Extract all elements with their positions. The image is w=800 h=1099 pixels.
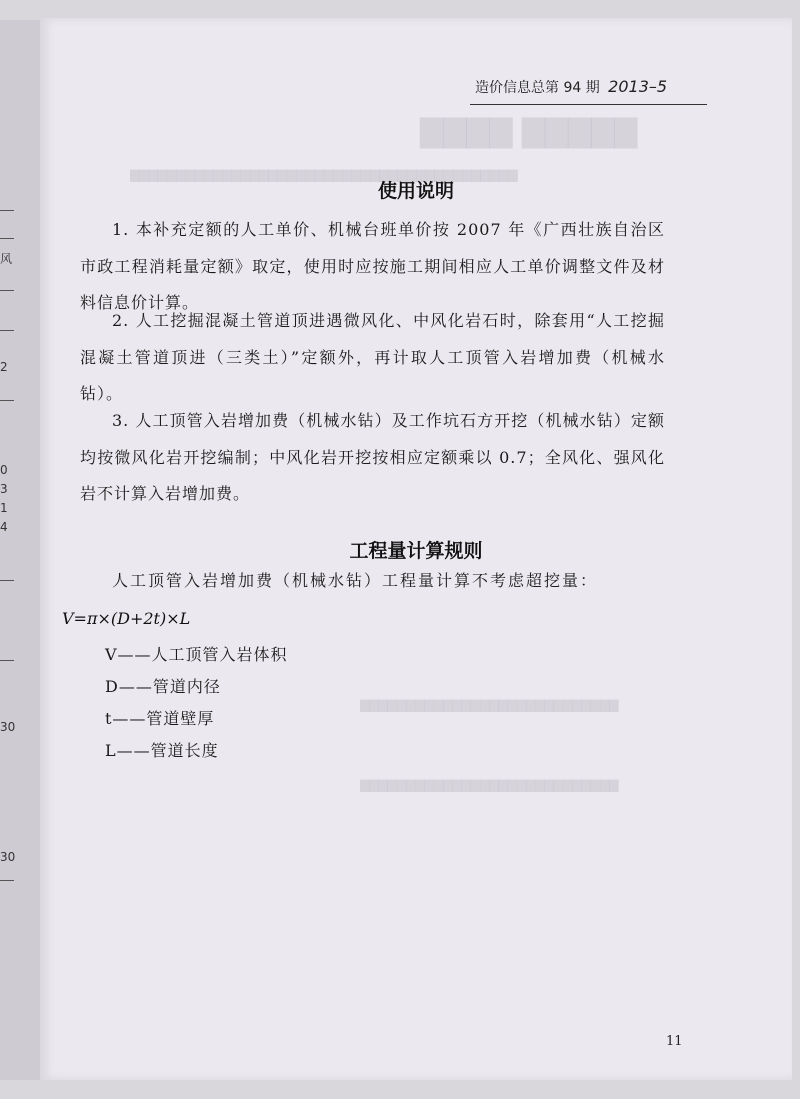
page-number: 11	[666, 1034, 683, 1049]
edge-fragment: 风	[0, 252, 13, 266]
edge-fragment: 4	[0, 520, 8, 534]
edge-fragment: 3	[0, 482, 8, 496]
bleed-through: ▇▇▇▇▇▇▇▇▇▇▇▇▇▇▇▇▇▇▇▇▇▇▇▇▇▇▇▇▇▇▇▇▇▇▇▇▇▇▇▇▇▇	[130, 168, 518, 182]
edge-fragment: 30	[0, 850, 16, 864]
usage-paragraph-3: 3. 人工顶管入岩增加费（机械水钻）及工作坑石方开挖（机械水钻）定额均按微风化岩开挖编制；中风化岩开挖按相应定额乘以 0.7；全风化、强风化岩不计算入岩增加费。	[80, 411, 665, 503]
header-divider	[470, 104, 707, 105]
usage-paragraph-2: 2. 人工挖掘混凝土管道顶进遇微风化、中风化岩石时，除套用“人工挖掘混凝土管道顶进（三类土）”定额外，再计取人工顶管入岩增加费（机械水钻）。	[80, 311, 665, 403]
running-header	[475, 77, 667, 97]
edge-fragment: 30	[0, 720, 16, 734]
calculation-rule: 人工顶管入岩增加费（机械水钻）工程量计算不考虑超挖量：	[112, 571, 599, 590]
bleed-through: ▇▇▇▇▇▇▇▇▇▇▇▇▇▇▇▇▇▇▇▇▇▇▇▇▇▇▇▇	[360, 778, 619, 792]
edge-fragment: 1	[0, 501, 8, 515]
document-page	[40, 18, 792, 1080]
bleed-through: ▇▇▇▇▇▇▇▇▇▇▇▇▇▇▇▇▇▇▇▇▇▇▇▇▇▇▇▇	[360, 698, 619, 712]
edge-fragment: 0	[0, 463, 8, 477]
header-issue: 2013–5	[608, 77, 668, 96]
adjacent-page-edge	[0, 20, 42, 1080]
edge-fragment: 2	[0, 360, 8, 374]
usage-paragraph-1: 1. 本补充定额的人工单价、机械台班单价按 2007 年《广西壮族自治区市政工程消耗量定额》取定，使用时应按施工期间相应人工单价调整文件及材料信息价计算。	[80, 220, 665, 312]
header-title: 造价信息总第 94 期	[475, 80, 600, 96]
section-title-usage: 使用说明	[377, 180, 454, 202]
definition-v: V——人工顶管入岩体积	[105, 645, 288, 664]
bleed-through: ▇▇▇▇ ▇▇▇▇▇	[420, 114, 638, 149]
definition-t: t——管道壁厚	[105, 709, 215, 728]
definition-l: L——管道长度	[105, 741, 219, 760]
section-title-rules: 工程量计算规则	[349, 540, 483, 562]
definition-d: D——管道内径	[105, 677, 221, 696]
volume-formula: V=π×(D+2t)×L	[62, 609, 191, 628]
